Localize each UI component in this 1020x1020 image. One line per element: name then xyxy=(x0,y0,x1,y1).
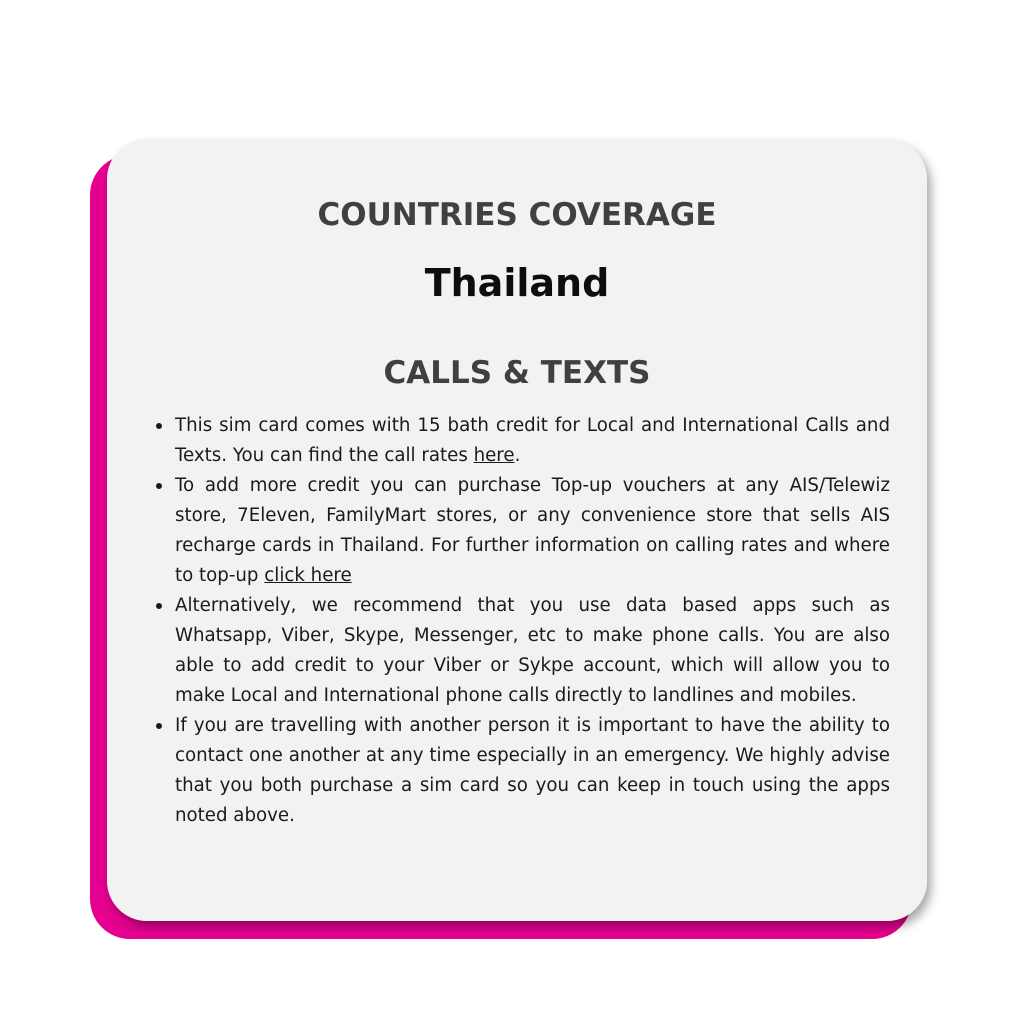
list-item-text: To add more credit you can purchase Top-up vouchers at any AIS/Telewiz store, 7Eleven, FamilyMart stores, or any convenience store that sells AIS recharge cards in Thailand. For further information on calling rates and where to top-up xyxy=(175,475,890,586)
coverage-card xyxy=(107,139,927,921)
list-item-text: . xyxy=(514,445,521,466)
list-item xyxy=(175,411,890,471)
section-title: CALLS & TEXTS xyxy=(383,355,651,391)
list-item-text: If you are travelling with another person it is important to have the ability to contact one another at any time especially in an emergency. We highly advise that you both purchase a sim card so you can keep in touch using the apps noted above. xyxy=(175,715,890,826)
top-up-info-link[interactable]: click here xyxy=(264,565,352,586)
list-item-text: Alternatively, we recommend that you use data based apps such as Whatsapp, Viber, Skype, Messenger, etc to make phone calls. You are also able to add credit to your Viber or Sykpe account, which will allow you to make Local and International phone calls directly to landlines and mobiles. xyxy=(175,595,890,706)
list-item-text: This sim card comes with 15 bath credit for Local and International Calls and Texts. You can find the call rates xyxy=(175,415,890,466)
calls-texts-list xyxy=(175,411,890,831)
list-item xyxy=(175,471,890,591)
page-title: COUNTRIES COVERAGE xyxy=(317,197,717,233)
list-item xyxy=(175,591,890,711)
country-name: Thailand xyxy=(424,261,610,305)
list-item xyxy=(175,711,890,831)
call-rates-link[interactable]: here xyxy=(473,445,515,466)
